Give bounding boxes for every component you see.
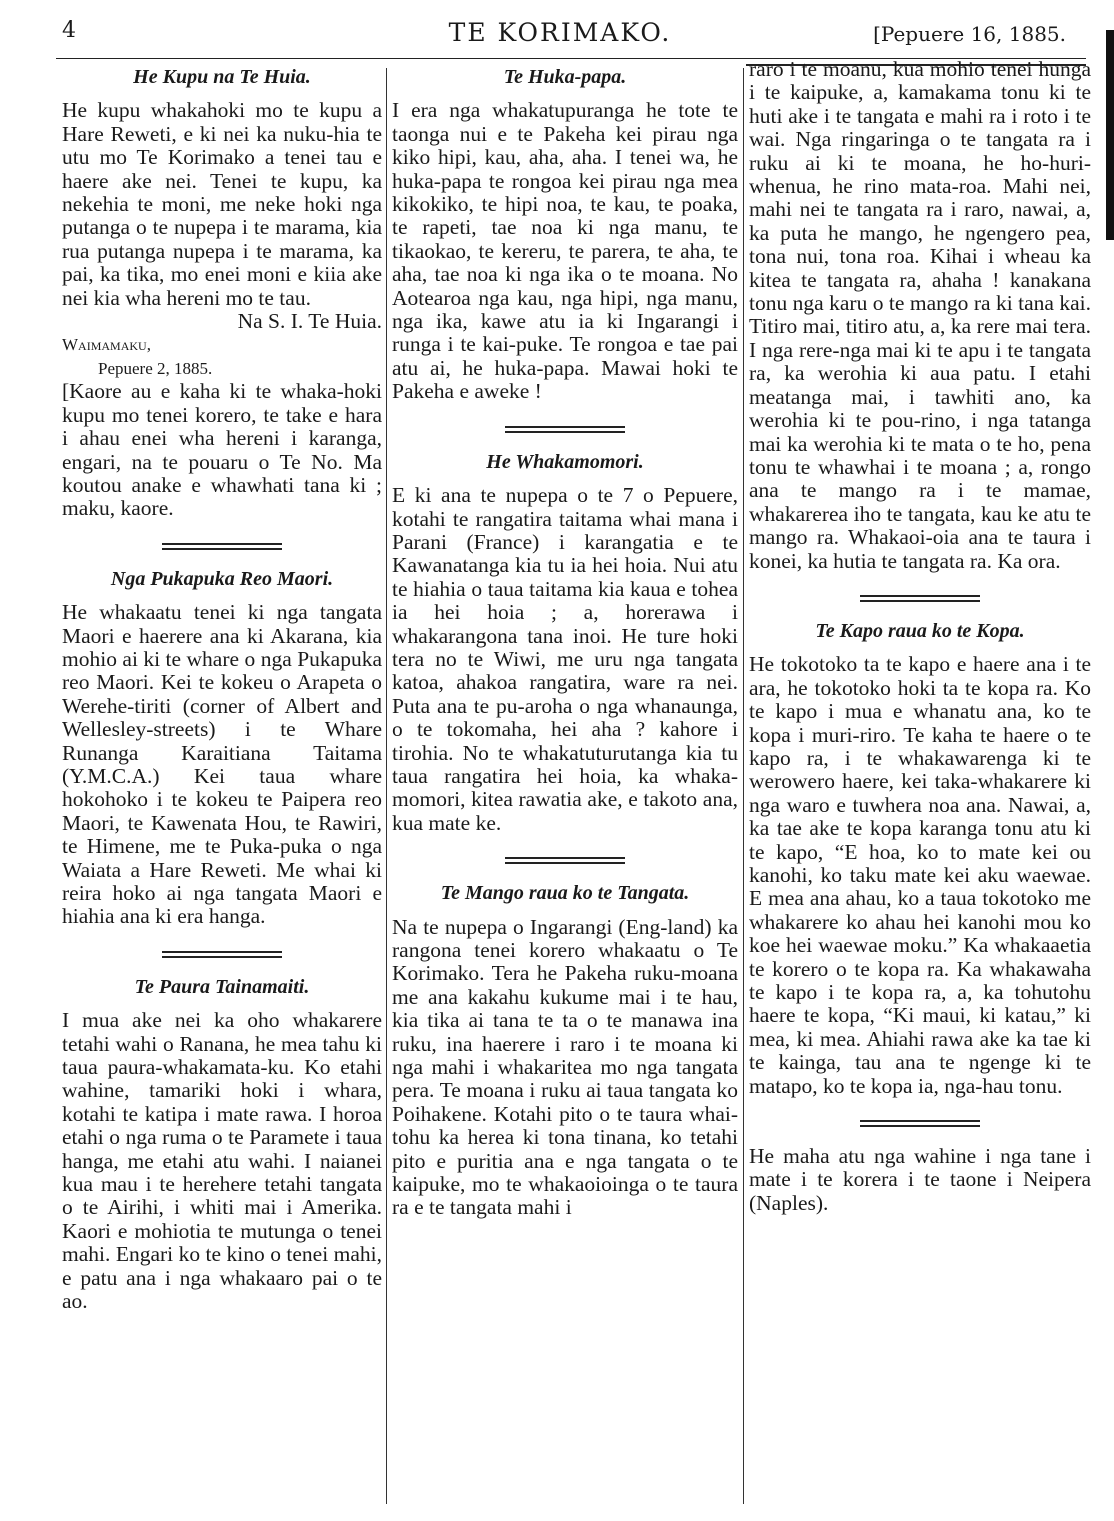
article-body-pukapuka: He whakaatu tenei ki nga tangata Maori e haerere ana ki Akarana, kia mohio ai ki te whare o nga Pukapuka reo Maori. Kei te kokeu o Arapeta o Werehe-tiriti (corner of Albert and Wellesley-streets) i te Whare Runanga Karaitiana Taitama (Y.M.C.A.) Kei taua whare hokohoko i te kokeu te Paipera reo Maori, te Kawenata Hou, te Rawiri, te Himene, me te Puka-puka o nga Waiata a Hare Reweti. Me whai ki reira hoko ai nga tangata Maori e hiahia ana ki era hanga. bbox=[62, 600, 382, 929]
section-separator bbox=[162, 951, 282, 958]
newspaper-title: TE KORIMAKO. bbox=[448, 18, 672, 47]
article-body-huia: He kupu whakahoki mo te kupu a Hare Reweti, e ki nei ka nuku-hia te utu mo Te Korimako a tenei tau e haere ake nei. Tenei te kupu, ka nekehia te moni, me neke hoki nga putanga o te nupepa i te marama, kia rua putanga nupepa i te marama, ka pai, ka tika, mo enei moni e kiia ake nei kia wha hereni mo te tau. bbox=[62, 98, 382, 310]
article-body-kapo: He tokotoko ta te kapo e haere ana i te ara, he tokotoko hoki ta te kopa ra. Ko te kapo i mua e whanatu ana, ko te kopa i muri-riro. Te kaha te haere o te kapo ra, i te whakawarenga ki te werowero haere, kei taka-whakarere ki nga waro e tuwhera noa ana. Nawai, a, ka tae ake te kopa karanga tonu atu ki te kapo, “E hoa, ko to mate kei ou kanohi, ko taku mate kei aku waewae. E mea ana ahau, ko a taua tokotoko me whakarere ko ahau hei kanohi mou ko koe hei waewae moku.” Ka whakaaetia te korero o te kopa ra. Ka whakawaha te kapo i te kopa ra, a, ka tohutohu haere te kopa, “Ki maui, ki katau,” ki mea, ki mea. Ahiahi rawa ake ka tae ki te kainga, tau ana te ngenge ki te matapo, ko te kopa ia, nga-hau tonu. bbox=[749, 652, 1091, 1098]
column-divider-1 bbox=[386, 68, 387, 1504]
page-edge-mark bbox=[1106, 30, 1114, 240]
section-separator bbox=[860, 595, 980, 602]
section-separator bbox=[162, 543, 282, 550]
article-body-mango: Na te nupepa o Ingarangi (Eng-land) ka rangona tenei korero whakaatu o Te Korimako. Tera he Pakeha ruku-moana me ana kakahu kukume mai i te hau, kia tika ai tana te ta o te manawa ina ruku, ina haerere i raro i te moana ki nga mahi i whakaritea mo nga tangata pera. Te moana i ruku ai taua tangata ko Poihakene. Kotahi pito o te taura whai-tohu ka herea ki tona tinana, ko tetahi pito e puritia ana e nga tangata o te kaipuke, mo te whakaoioinga o te taura ra e te tangata mahi i bbox=[392, 914, 738, 1220]
article-body-naples: He maha atu nga wahine i nga tane i mate i te korera i te taone i Neipera (Naples). bbox=[749, 1144, 1091, 1215]
article-body-huka: I era nga whakatupuranga he tote te taonga nui e te Pakeha kei pirau nga kiko hipi, kau, aha, aha. I tenei wa, he huka-papa te rongoa kei pirau nga mea kikokiko, te hipi noa, te kau, te poaka, te rapeti, tae noa ki nga manu, te tikaokao, te kereru, te parera, te aha, te aha, tae noa ki nga ika o te moana. No Aotearoa nga kau, nga hipi, nga manu, nga ika, kawe atu ia ki Ingarangi i runga i te kai-puke. Te rongoa e tae pai atu ai, he huka-papa. Mawai hoki te Pakeha e aweke ! bbox=[392, 98, 738, 404]
article-heading-huia: He Kupu na Te Huia. bbox=[133, 66, 311, 88]
article-body-paura: I mua ake nei ka oho whakarere tetahi wahi o Ranana, he mea tahu ki taua paura-whakamata-ku. Ko etahi wahine, tamariki hoki i whara, kotahi te katipa i mate rawa. I horoa etahi o nga ruma o te Paramete i taua hanga, me etahi atu wahi. I naianei kua mau i te herehere tetahi tangata o te Airihi, i whiti mai i Amerika. Kaori e mohiotia te mutunga o tenei mahi. Engari ko te kino o tenei mahi, e patu ana i nga whakaaro pai o te ao. bbox=[62, 1008, 382, 1314]
issue-date: [Pepuere 16, 1885. bbox=[873, 22, 1066, 46]
article-heading-paura: Te Paura Tainamaiti. bbox=[134, 975, 310, 998]
article-signature: Na S. I. Te Huia. bbox=[237, 309, 382, 334]
masthead bbox=[40, 14, 1080, 54]
article-place: Waimamaku, bbox=[62, 335, 151, 355]
article-body-mango-continued: raro i te moanu, kua mohio tenei hunga i te kaipuke, a, kamakama tonu ki te huti ake i te tangata e mahi ra i roto i te wai. Nga ringaringa o te tangata ra i ruku ai ki te moana, he ho-huri-whenua, he rino mata-roa. Mahi nei, mahi nei te tangata ra i raro, nawai, a, ka puta he mango, he ngengero pea, tona nui, tona roa. Kihai i wheau ka kitea te tangata ra, ahaha ! kanakana tonu nga karu o te mango ra ki tana kai. Titiro mai, titiro atu, a, ka rere mai tera. I nga rere-nga mai ki te apu i te tangata ra, ka werohia ki aua patu. I etahi meatanga mai, i tawhiti ano, ka werohia ki te pou-rino, i nga tatanga mai ka werohia ki te mata o te ho, pena tonu te whawhai i te moana ; a, rongo ana te mango ra i te mamae, whakarerea iho te tangata, kau ke atu te mango ra. Whakaoi-oia ana te taura i konei, ka hutia te tangata ra. Ka ora. bbox=[749, 57, 1091, 573]
section-separator bbox=[505, 857, 625, 864]
article-body-whakamomori: E ki ana te nupepa o te 7 o Pepuere, kotahi te rangatira taitama whai mana i Parani (France) i karangatia e te Kawanatanga kia tu ia hei hoia. Nui atu te hiahia o taua taitama kia kaua e tohea ia hei hoia ; a, horerawa i whakarangona tana inoi. He ture hoki tera no te Wiwi, me uru nga tangata katoa, ahakoa rangatira, ware ra nei. Puta ana te pu-aroha o nga whanaunga, o te tokomaha, hei aha ? kahore i tirohia. No te whakatuturutanga kia tu taua rangatira hei hoia, ka whaka-momori, kitea rawatia ake, e takoto ana, kua mate ke. bbox=[392, 483, 738, 835]
article-heading-huka: Te Huka-papa. bbox=[503, 66, 627, 88]
section-separator bbox=[860, 1120, 980, 1127]
article-heading-pukapuka: Nga Pukapuka Reo Maori. bbox=[110, 567, 334, 590]
section-separator bbox=[505, 426, 625, 433]
column-3 bbox=[749, 58, 1091, 1215]
page-number: 4 bbox=[62, 18, 76, 43]
column-1 bbox=[62, 58, 382, 1314]
article-heading-kapo: Te Kapo raua ko te Kopa. bbox=[815, 619, 1025, 642]
editor-note: [Kaore au e kaha ki te whaka-hoki kupu mo tenei korero, te take e hara i ahau enei wha hereni i karanga, engari, na te pouaru o Te No. Ma koutou anake e whawhati tana ki ; maku, kaore. bbox=[62, 379, 382, 521]
article-heading-mango: Te Mango raua ko te Tangata. bbox=[440, 882, 690, 905]
article-date: Pepuere 2, 1885. bbox=[98, 358, 213, 378]
column-divider-2 bbox=[743, 68, 744, 1504]
article-heading-whakamomori: He Whakamomori. bbox=[486, 450, 644, 473]
column-2 bbox=[392, 58, 738, 1220]
